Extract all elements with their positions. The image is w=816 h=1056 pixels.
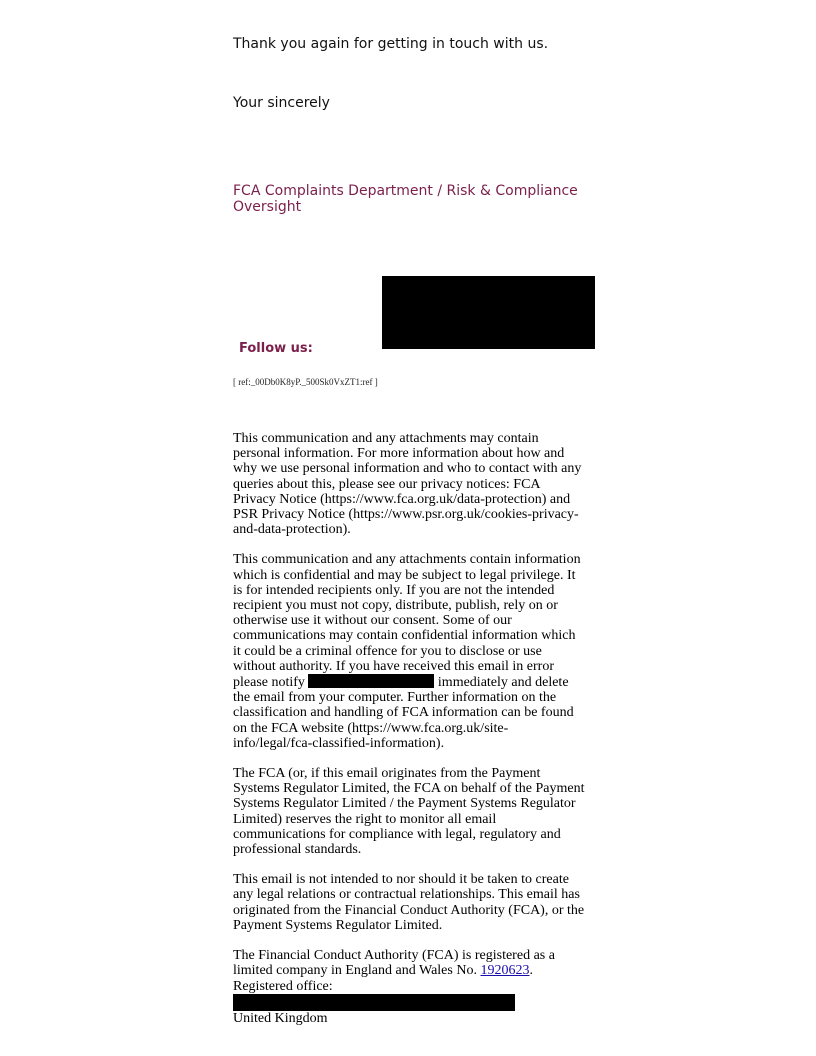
redacted-email [308, 674, 434, 688]
confidentiality-text-continued: immediately and delete the email from your computer. Further information on the classification and handling of FCA information can be found on the FCA website (https://www.fca.org.uk/site-info/legal/fca-classified-information). [233, 675, 574, 751]
closing-thanks: Thank you again for getting in touch with us. [233, 36, 549, 52]
closing-signoff: Your sincerely [233, 95, 330, 111]
country-text: United Kingdom [233, 1010, 328, 1026]
department-signature: FCA Complaints Department / Risk & Compliance Oversight [233, 183, 578, 215]
registration-text: The Financial Conduct Authority (FCA) is registered as a limited company in England and Wales No. [233, 948, 555, 979]
confidentiality-paragraph [233, 552, 585, 751]
registered-office-label: . Registered office: [233, 963, 533, 994]
redacted-logo [382, 276, 595, 349]
confidentiality-text: This communication and any attachments contain information which is confidential and may be subject to legal privilege. It is for intended recipients only. If you are not the intended recipient you must not copy, distribute, publish, rely on or otherwise use it without our consent. Some of our communications may contain confidential information which it could be a criminal offence for you to disclose or use without authority. If you have received this email in error please notify [233, 552, 581, 691]
reference-id: [ ref:_00Db0K8yP._500Sk0VxZT1:ref ] [233, 377, 378, 387]
legal-disclaimer [233, 431, 585, 1041]
follow-us-label: Follow us: [239, 341, 313, 356]
legal-relations-paragraph: This email is not intended to nor should it be taken to create any legal relations or contractual relationships. This email has originated from the Financial Conduct Authority (FCA), or the Payment Systems Regulator Limited. [233, 872, 585, 933]
monitoring-paragraph: The FCA (or, if this email originates from the Payment Systems Regulator Limited, the FCA on behalf of the Payment Systems Regulator Limited / the Payment Systems Regulator Limited) reserves the right to monitor all email communications for compliance with legal, regulatory and professional standards. [233, 766, 585, 858]
redacted-address [233, 994, 515, 1011]
company-number-link[interactable]: 1920623 [480, 963, 530, 979]
registration-paragraph [233, 948, 585, 1026]
privacy-paragraph: This communication and any attachments may contain personal information. For more information about how and why we use personal information and who to contact with any queries about this, please see our privacy notices: FCA Privacy Notice (https://www.fca.org.uk/data-protection) and PSR Privacy Notice (https://www.psr.org.uk/cookies-privacy-and-data-protection). [233, 431, 582, 538]
